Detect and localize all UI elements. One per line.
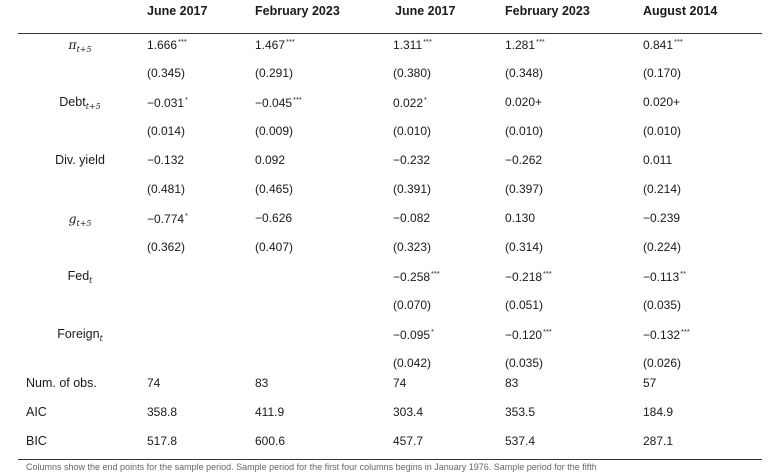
table-cell: [393, 327, 434, 342]
cell-value: −0.031: [147, 96, 185, 110]
table-cell: [643, 182, 681, 196]
row-label: [26, 376, 97, 390]
significance-stars: ***: [178, 37, 187, 46]
cell-value: −0.262: [505, 153, 543, 167]
significance-stars: **: [680, 269, 686, 278]
table-cell: [255, 153, 285, 167]
table-cell: [147, 376, 160, 390]
cell-value: 353.5: [505, 405, 536, 419]
cell-value: (0.010): [505, 124, 544, 138]
cell-value: (0.314): [505, 240, 544, 254]
cell-value: −0.258: [393, 270, 431, 284]
cell-value: 57: [643, 376, 657, 390]
cell-value: (0.291): [255, 66, 294, 80]
cell-value: 0.020+: [643, 95, 681, 109]
cell-value: 83: [255, 376, 269, 390]
cell-value: 517.8: [147, 434, 178, 448]
table-row-foreign-t: [0, 327, 780, 356]
cell-value: −0.626: [255, 211, 293, 225]
cell-value: (0.035): [505, 356, 544, 370]
table-row-fed-t: [0, 269, 780, 298]
cell-value: 1.666: [147, 38, 178, 52]
row-label-text: Num. of obs.: [26, 376, 97, 390]
header-february-2023-a: February 2023: [255, 4, 340, 18]
table-cell: [505, 356, 543, 370]
cell-value: (0.014): [147, 124, 186, 138]
cell-value: (0.380): [393, 66, 432, 80]
table-cell: [393, 356, 431, 370]
cell-value: (0.362): [147, 240, 186, 254]
cell-value: −0.774: [147, 212, 185, 226]
table-cell: [505, 405, 535, 419]
cell-value: (0.345): [147, 66, 186, 80]
table-cell: [147, 124, 185, 138]
table-cell: [147, 211, 188, 226]
table-cell: [393, 376, 406, 390]
table-row-standard-errors: [0, 240, 780, 269]
table-cell: [255, 66, 293, 80]
cell-value: (0.407): [255, 240, 294, 254]
table-cell: [147, 240, 185, 254]
cell-value: 83: [505, 376, 519, 390]
significance-stars: ***: [681, 327, 690, 336]
table-cell: [147, 405, 177, 419]
cell-value: 303.4: [393, 405, 424, 419]
cell-value: 287.1: [643, 434, 674, 448]
header-rule: [18, 33, 762, 34]
cell-value: (0.170): [643, 66, 682, 80]
cell-value: 537.4: [505, 434, 536, 448]
row-label-text: π: [68, 37, 77, 52]
table-cell: [255, 376, 268, 390]
table-row-debt-t-5: [0, 95, 780, 124]
row-label: [26, 434, 47, 448]
significance-stars: ***: [674, 37, 683, 46]
table-cell: [643, 434, 673, 448]
table-cell: [643, 95, 680, 109]
table-cell: [643, 376, 656, 390]
header-february-2023-b: February 2023: [505, 4, 590, 18]
significance-stars: *: [185, 211, 188, 220]
table-cell: [255, 211, 292, 225]
bottom-rule: [18, 459, 762, 460]
significance-stars: ***: [431, 269, 440, 278]
table-cell: [393, 405, 423, 419]
cell-value: 1.467: [255, 38, 286, 52]
table-cell: [505, 269, 552, 284]
cell-value: (0.214): [643, 182, 682, 196]
cell-value: −0.045: [255, 96, 293, 110]
table-cell: [255, 405, 284, 419]
cell-value: (0.465): [255, 182, 294, 196]
cell-value: (0.397): [505, 182, 544, 196]
cell-value: (0.009): [255, 124, 294, 138]
table-cell: [255, 124, 293, 138]
cell-value: (0.323): [393, 240, 432, 254]
table-cell: [643, 37, 683, 52]
cell-value: 0.841: [643, 38, 674, 52]
cell-value: (0.481): [147, 182, 186, 196]
significance-stars: ***: [543, 269, 552, 278]
cell-value: 1.281: [505, 38, 536, 52]
table-cell: [505, 66, 543, 80]
row-label: [20, 153, 140, 167]
row-label-subscript: t: [99, 334, 103, 343]
table-row-aic: [0, 405, 780, 434]
cell-value: −0.218: [505, 270, 543, 284]
table-row-num-of-obs: [0, 376, 780, 405]
significance-stars: ***: [543, 327, 552, 336]
row-label-subscript: t+5: [76, 45, 92, 54]
table-row-standard-errors: [0, 66, 780, 95]
table-cell: [505, 95, 542, 109]
table-cell: [393, 211, 430, 225]
cell-value: 457.7: [393, 434, 424, 448]
table-row-div-yield: [0, 153, 780, 182]
table-cell: [393, 240, 431, 254]
cell-value: (0.391): [393, 182, 432, 196]
table-cell: [643, 66, 681, 80]
table-cell: [505, 211, 535, 225]
table-row-t-5: [0, 37, 780, 66]
cell-value: 74: [147, 376, 161, 390]
table-cell: [505, 37, 545, 52]
cell-value: (0.070): [393, 298, 432, 312]
row-label-text: Fed: [67, 269, 90, 283]
table-cell: [255, 240, 293, 254]
cell-value: 0.092: [255, 153, 286, 167]
table-cell: [147, 434, 177, 448]
cell-value: −0.082: [393, 211, 431, 225]
table-cell: [255, 434, 285, 448]
row-label-text: Debt: [59, 95, 86, 109]
row-label-subscript: t+5: [76, 219, 92, 228]
table-cell: [505, 240, 543, 254]
table-cell: [505, 124, 543, 138]
table-cell: [505, 327, 552, 342]
table-cell: [643, 124, 681, 138]
table-cell: [505, 434, 535, 448]
table-cell: [643, 153, 672, 167]
cell-value: (0.026): [643, 356, 682, 370]
table-footnote: Columns show the end points for the sample period. Sample period for the first four columns begins in January 1976. Sample period for the fifth: [26, 462, 597, 472]
significance-stars: *: [431, 327, 434, 336]
cell-value: 0.011: [643, 153, 673, 167]
row-label-text: Div. yield: [55, 153, 105, 167]
significance-stars: ***: [293, 95, 302, 104]
table-row-standard-errors: [0, 124, 780, 153]
cell-value: 0.022: [393, 96, 424, 110]
row-label-text: g: [68, 211, 77, 226]
table-cell: [147, 66, 185, 80]
row-label-text: BIC: [26, 434, 47, 448]
table-row-g-t-5: [0, 211, 780, 240]
table-cell: [643, 211, 680, 225]
row-label: [20, 269, 140, 285]
row-label: [20, 211, 140, 228]
row-label-subscript: t: [89, 276, 93, 285]
table-cell: [643, 327, 690, 342]
header-june-2017-b: June 2017: [395, 4, 456, 18]
table-cell: [643, 240, 681, 254]
table-cell: [505, 376, 518, 390]
cell-value: 74: [393, 376, 407, 390]
cell-value: −0.232: [393, 153, 431, 167]
table-cell: [147, 95, 188, 110]
table-cell: [643, 356, 681, 370]
table-cell: [393, 269, 440, 284]
cell-value: (0.348): [505, 66, 544, 80]
table-cell: [393, 182, 431, 196]
significance-stars: *: [424, 95, 427, 104]
row-label-text: Foreign: [57, 327, 100, 341]
cell-value: (0.010): [393, 124, 432, 138]
cell-value: 1.311: [393, 38, 423, 52]
cell-value: 358.8: [147, 405, 178, 419]
cell-value: 411.9: [255, 405, 285, 419]
table-cell: [505, 298, 543, 312]
table-row-standard-errors: [0, 298, 780, 327]
table-cell: [393, 124, 431, 138]
significance-stars: ***: [286, 37, 295, 46]
cell-value: (0.051): [505, 298, 544, 312]
significance-stars: *: [185, 95, 188, 104]
cell-value: (0.224): [643, 240, 682, 254]
table-cell: [255, 37, 295, 52]
row-label: [20, 37, 140, 54]
table-cell: [643, 405, 673, 419]
row-label-subscript: t+5: [85, 102, 101, 111]
row-label: [20, 327, 140, 343]
cell-value: (0.010): [643, 124, 682, 138]
cell-value: −0.120: [505, 328, 543, 342]
significance-stars: ***: [423, 37, 432, 46]
table-cell: [393, 153, 430, 167]
table-cell: [147, 182, 185, 196]
table-cell: [393, 66, 431, 80]
header-august-2014: August 2014: [643, 4, 718, 18]
table-cell: [393, 434, 423, 448]
cell-value: −0.239: [643, 211, 681, 225]
table-cell: [147, 153, 184, 167]
table-cell: [643, 269, 686, 284]
table-cell: [255, 182, 293, 196]
table-cell: [393, 37, 432, 52]
cell-value: 184.9: [643, 405, 674, 419]
table-cell: [393, 95, 427, 110]
table-cell: [147, 37, 187, 52]
cell-value: −0.095: [393, 328, 431, 342]
table-cell: [643, 298, 681, 312]
significance-stars: ***: [536, 37, 545, 46]
row-label-text: AIC: [26, 405, 47, 419]
row-label: [26, 405, 47, 419]
table-cell: [505, 153, 542, 167]
cell-value: 600.6: [255, 434, 286, 448]
cell-value: −0.113: [643, 270, 680, 284]
table-cell: [393, 298, 431, 312]
header-june-2017-a: June 2017: [147, 4, 208, 18]
cell-value: 0.020+: [505, 95, 543, 109]
table-row-standard-errors: [0, 182, 780, 211]
cell-value: −0.132: [147, 153, 185, 167]
row-label: [20, 95, 140, 111]
cell-value: (0.042): [393, 356, 432, 370]
table-cell: [255, 95, 302, 110]
cell-value: 0.130: [505, 211, 536, 225]
cell-value: −0.132: [643, 328, 681, 342]
cell-value: (0.035): [643, 298, 682, 312]
table-cell: [505, 182, 543, 196]
